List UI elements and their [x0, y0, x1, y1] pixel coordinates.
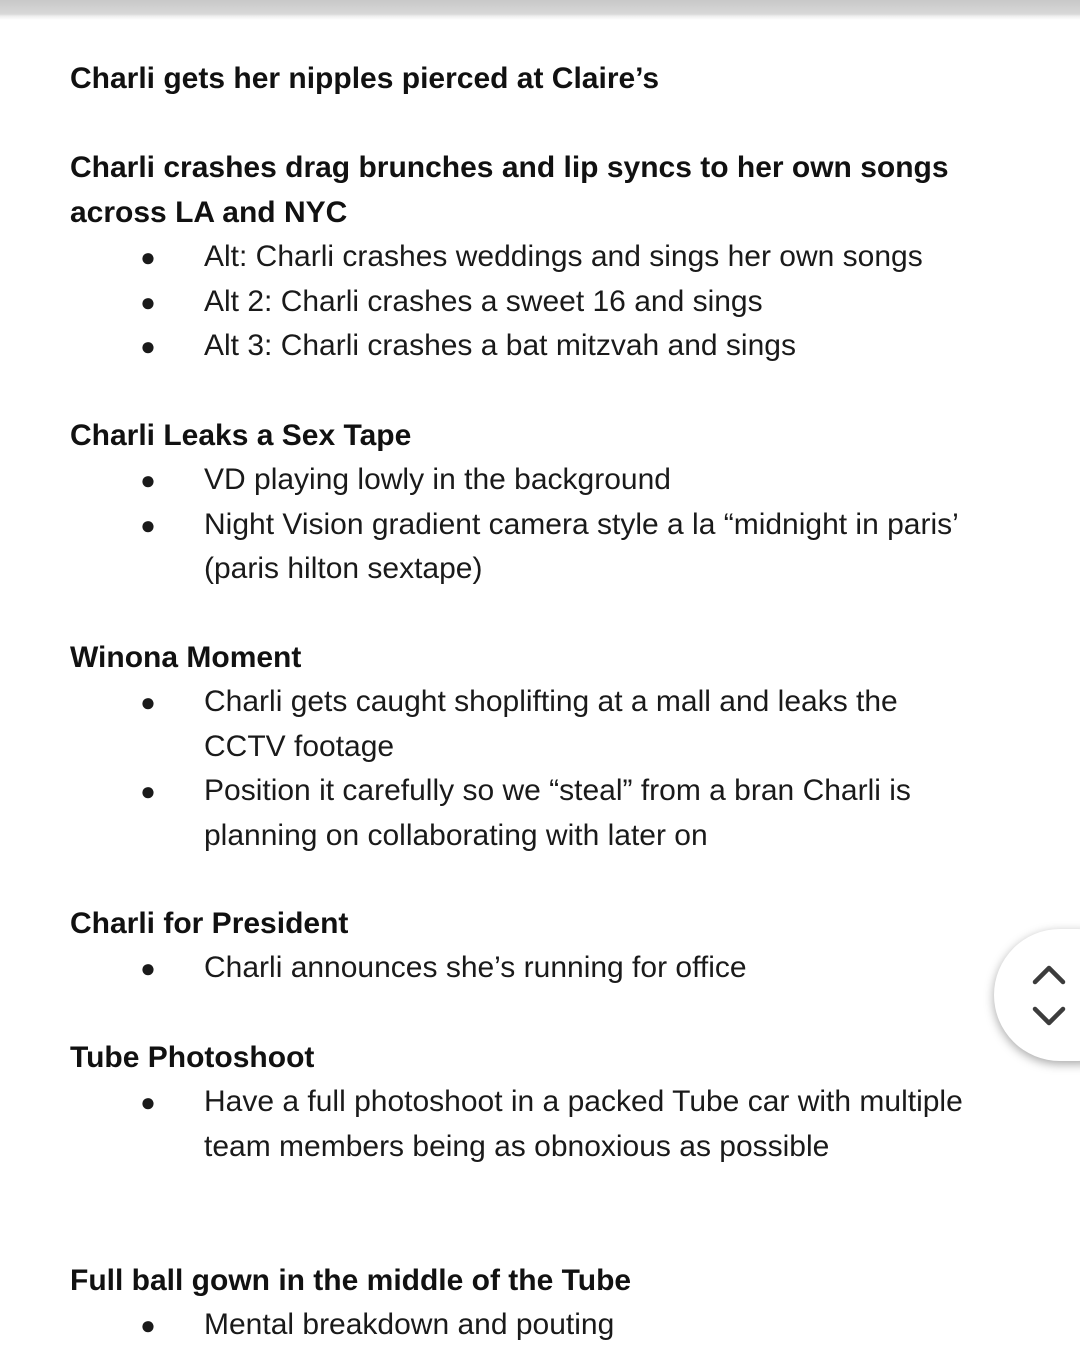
- section-ball-gown: [70, 1258, 970, 1348]
- chevron-down-icon[interactable]: [1030, 1001, 1068, 1031]
- section-heading: Charli gets her nipples pierced at Claire’s: [70, 62, 660, 95]
- list-item-text: Alt 2: Charli crashes a sweet 16 and sings: [204, 284, 763, 318]
- section-tube-photoshoot: [70, 1035, 970, 1169]
- section-nipple-piercing: [70, 56, 970, 101]
- bullet-icon: ●: [140, 687, 156, 717]
- bullet-icon: ●: [140, 776, 156, 806]
- section-heading: Full ball gown in the middle of the Tube: [70, 1264, 632, 1297]
- list-item-text: Charli announces she’s running for office: [204, 951, 747, 984]
- list-item-text: Have a full photoshoot in a packed Tube car with multiple team members being as obnoxious as possible: [204, 1085, 963, 1163]
- section-drag-brunch: [70, 145, 970, 369]
- list-item: [70, 680, 970, 769]
- list-item: [70, 280, 970, 325]
- section-winona-moment: [70, 635, 970, 858]
- bullet-list: [70, 235, 970, 369]
- list-item: [70, 1080, 970, 1169]
- section-president: [70, 901, 970, 991]
- section-heading: Tube Photoshoot: [70, 1041, 315, 1074]
- list-item-text: Mental breakdown and pouting: [204, 1308, 615, 1341]
- bullet-icon: ●: [140, 286, 156, 317]
- list-item: [70, 946, 970, 991]
- list-item-text: Night Vision gradient camera style a la “midnight in paris’ (paris hilton sextape): [204, 507, 958, 585]
- bullet-list: [70, 1303, 970, 1348]
- chevron-up-icon[interactable]: [1030, 959, 1068, 989]
- list-item: [70, 235, 970, 280]
- list-item: [70, 324, 970, 369]
- section-heading: Charli for President: [70, 907, 349, 940]
- bullet-icon: ●: [140, 465, 156, 495]
- bullet-icon: ●: [140, 509, 156, 540]
- list-item-text: Alt 3: Charli crashes a bat mitzvah and sings: [204, 329, 796, 362]
- list-item: [70, 503, 970, 592]
- section-heading: Charli Leaks a Sex Tape: [70, 419, 412, 452]
- bullet-icon: ●: [140, 953, 156, 983]
- bullet-list: [70, 680, 970, 858]
- bullet-icon: ●: [140, 1310, 156, 1340]
- bullet-list: [70, 1080, 970, 1169]
- section-sex-tape: [70, 413, 970, 592]
- bullet-icon: ●: [140, 331, 156, 361]
- bullet-icon: ●: [140, 242, 156, 272]
- list-item-text: Position it carefully so we “steal” from a bran Charli is planning on collaborating with later on: [204, 774, 911, 852]
- list-item-text: Alt: Charli crashes weddings and sings her own songs: [204, 240, 923, 273]
- bullet-icon: ●: [140, 1087, 156, 1117]
- list-item: [70, 458, 970, 503]
- list-item: [70, 769, 970, 858]
- section-heading: Charli crashes drag brunches and lip syncs to her own songs across LA and NYC: [70, 151, 949, 229]
- bullet-list: [70, 458, 970, 592]
- list-item-text: Charli gets caught shoplifting at a mall and leaks the CCTV footage: [204, 685, 898, 763]
- list-item: [70, 1303, 970, 1348]
- bullet-list: [70, 946, 970, 991]
- list-item-text: VD playing lowly in the background: [204, 463, 671, 496]
- section-heading: Winona Moment: [70, 641, 302, 674]
